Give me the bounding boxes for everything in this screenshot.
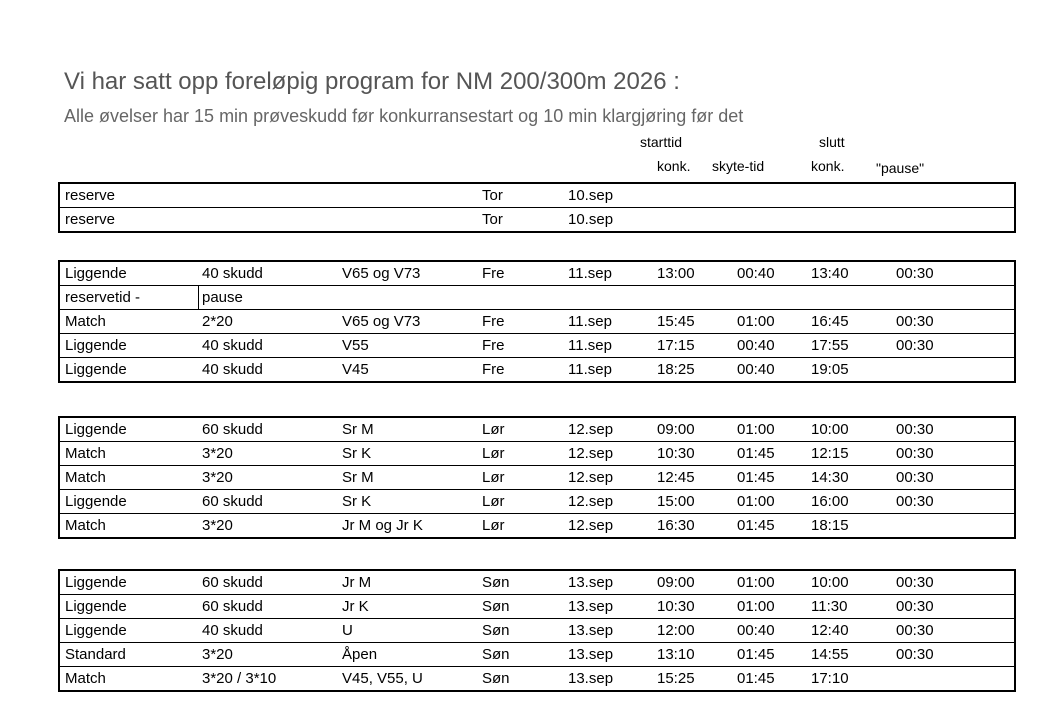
cell-shots: 3*20: [202, 517, 233, 534]
cell-shooting-time: 00:40: [737, 265, 775, 282]
cell-end: 16:00: [811, 493, 849, 510]
header-skytetid: skyte-tid: [712, 158, 765, 174]
cell-date: 13.sep: [568, 598, 614, 615]
header-starttid: starttid: [640, 134, 683, 150]
cell-day: Lør: [482, 493, 505, 510]
cell-date: 12.sep: [568, 493, 614, 510]
cell-start: 17:15: [657, 337, 695, 354]
cell-end: 14:55: [811, 646, 849, 663]
header-konk-start: konk.: [657, 158, 691, 174]
cell-shooting-time: 01:45: [737, 469, 775, 486]
cell-class: V65 og V73: [342, 265, 421, 282]
page-subtitle: Alle øvelser har 15 min prøveskudd før konkurransestart og 10 min klargjøring før det: [64, 106, 744, 126]
cell-start: 16:30: [657, 517, 695, 534]
cell-day: Lør: [482, 421, 505, 438]
table-row: [60, 358, 1014, 381]
cell-day: Fre: [482, 337, 505, 354]
cell-date: 11.sep: [568, 313, 612, 330]
cell-day: Søn: [482, 574, 510, 591]
cell-date: 11.sep: [568, 361, 612, 378]
cell-shooting-time: 01:45: [737, 445, 775, 462]
cell-start: 12:45: [657, 469, 695, 486]
table-row: [60, 286, 1014, 310]
table-row: [60, 262, 1014, 286]
cell-pause: 00:30: [896, 313, 934, 330]
cell-day: Søn: [482, 598, 510, 615]
schedule-group: [58, 182, 1016, 233]
cell-date: 13.sep: [568, 574, 614, 591]
cell-pause: 00:30: [896, 445, 934, 462]
cell-shots: 3*20: [202, 469, 233, 486]
cell-shooting-time: 01:45: [737, 670, 775, 687]
cell-shots: pause: [202, 289, 243, 306]
cell-shots: 60 skudd: [202, 598, 263, 615]
cell-end: 10:00: [811, 574, 849, 591]
table-row: [60, 595, 1014, 619]
cell-class: Jr M: [342, 574, 372, 591]
cell-divider: [198, 286, 199, 310]
table-row: [60, 667, 1014, 690]
cell-date: 10.sep: [568, 211, 614, 228]
cell-day: Lør: [482, 517, 505, 534]
cell-discipline: Liggende: [65, 361, 127, 378]
cell-day: Tor: [482, 187, 503, 204]
schedule-group: [58, 569, 1016, 692]
cell-date: 10.sep: [568, 187, 614, 204]
cell-start: 09:00: [657, 574, 695, 591]
cell-start: 18:25: [657, 361, 695, 378]
cell-class: Åpen: [342, 646, 378, 663]
cell-class: Sr K: [342, 493, 372, 510]
cell-start: 13:10: [657, 646, 695, 663]
cell-discipline: reserve: [65, 211, 116, 228]
cell-pause: 00:30: [896, 646, 934, 663]
cell-day: Fre: [482, 313, 505, 330]
cell-start: 10:30: [657, 445, 695, 462]
cell-date: 12.sep: [568, 517, 614, 534]
cell-discipline: Liggende: [65, 337, 127, 354]
cell-end: 13:40: [811, 265, 849, 282]
cell-date: 13.sep: [568, 646, 614, 663]
table-row: [60, 619, 1014, 643]
cell-day: Søn: [482, 622, 510, 639]
cell-end: 17:10: [811, 670, 849, 687]
table-row: [60, 310, 1014, 334]
cell-class: Jr K: [342, 598, 369, 615]
cell-pause: 00:30: [896, 337, 934, 354]
cell-shooting-time: 01:00: [737, 493, 775, 510]
cell-start: 09:00: [657, 421, 695, 438]
cell-start: 15:45: [657, 313, 695, 330]
cell-pause: 00:30: [896, 421, 934, 438]
cell-start: 12:00: [657, 622, 695, 639]
cell-shots: 3*20 / 3*10: [202, 670, 277, 687]
cell-shots: 60 skudd: [202, 421, 263, 438]
cell-date: 12.sep: [568, 445, 614, 462]
cell-end: 18:15: [811, 517, 849, 534]
cell-class: Sr M: [342, 421, 374, 438]
cell-date: 12.sep: [568, 469, 614, 486]
cell-pause: 00:30: [896, 622, 934, 639]
cell-day: Søn: [482, 670, 510, 687]
cell-shots: 3*20: [202, 646, 233, 663]
cell-end: 19:05: [811, 361, 849, 378]
cell-day: Søn: [482, 646, 510, 663]
table-row: [60, 571, 1014, 595]
cell-pause: 00:30: [896, 493, 934, 510]
table-row: [60, 643, 1014, 667]
cell-discipline: Liggende: [65, 421, 127, 438]
cell-discipline: Match: [65, 670, 106, 687]
cell-shooting-time: 01:45: [737, 646, 775, 663]
cell-date: 11.sep: [568, 337, 612, 354]
cell-shooting-time: 01:00: [737, 598, 775, 615]
cell-shots: 40 skudd: [202, 265, 263, 282]
cell-discipline: Match: [65, 469, 106, 486]
cell-discipline: reserve: [65, 187, 116, 204]
cell-pause: 00:30: [896, 598, 934, 615]
cell-date: 13.sep: [568, 670, 614, 687]
cell-discipline: Liggende: [65, 598, 127, 615]
header-konk-end: konk.: [811, 158, 845, 174]
cell-day: Fre: [482, 361, 505, 378]
cell-shooting-time: 00:40: [737, 622, 775, 639]
cell-discipline: reservetid -: [65, 289, 141, 306]
cell-start: 13:00: [657, 265, 695, 282]
table-row: [60, 184, 1014, 208]
cell-discipline: Standard: [65, 646, 126, 663]
cell-date: 11.sep: [568, 265, 612, 282]
cell-shots: 40 skudd: [202, 361, 263, 378]
cell-class: V45, V55, U: [342, 670, 423, 687]
cell-end: 11:30: [811, 598, 848, 615]
cell-discipline: Liggende: [65, 622, 127, 639]
table-row: [60, 208, 1014, 231]
cell-day: Lør: [482, 445, 505, 462]
cell-class: V45: [342, 361, 369, 378]
cell-end: 12:40: [811, 622, 849, 639]
cell-discipline: Liggende: [65, 574, 127, 591]
cell-shooting-time: 00:40: [737, 361, 775, 378]
cell-end: 16:45: [811, 313, 849, 330]
page-title: Vi har satt opp foreløpig program for NM 200/300m 2026 :: [64, 68, 680, 95]
header-slutt: slutt: [819, 134, 845, 150]
cell-pause: 00:30: [896, 469, 934, 486]
cell-pause: 00:30: [896, 265, 934, 282]
cell-end: 10:00: [811, 421, 849, 438]
cell-start: 15:25: [657, 670, 695, 687]
cell-day: Fre: [482, 265, 505, 282]
cell-discipline: Match: [65, 313, 106, 330]
cell-end: 12:15: [811, 445, 849, 462]
cell-shooting-time: 01:45: [737, 517, 775, 534]
cell-class: Sr M: [342, 469, 374, 486]
cell-class: V55: [342, 337, 369, 354]
cell-shots: 3*20: [202, 445, 233, 462]
cell-shooting-time: 01:00: [737, 421, 775, 438]
schedule-group: [58, 260, 1016, 383]
cell-shots: 40 skudd: [202, 622, 263, 639]
cell-end: 14:30: [811, 469, 849, 486]
cell-class: V65 og V73: [342, 313, 421, 330]
cell-discipline: Liggende: [65, 493, 127, 510]
table-row: [60, 490, 1014, 514]
cell-start: 10:30: [657, 598, 695, 615]
cell-shots: 60 skudd: [202, 493, 263, 510]
cell-class: Jr M og Jr K: [342, 517, 423, 534]
cell-shots: 60 skudd: [202, 574, 263, 591]
table-row: [60, 334, 1014, 358]
cell-discipline: Match: [65, 445, 106, 462]
cell-shots: 40 skudd: [202, 337, 263, 354]
cell-shooting-time: 01:00: [737, 313, 775, 330]
cell-date: 12.sep: [568, 421, 614, 438]
cell-start: 15:00: [657, 493, 695, 510]
cell-discipline: Match: [65, 517, 106, 534]
cell-end: 17:55: [811, 337, 849, 354]
table-row: [60, 418, 1014, 442]
schedule-group: [58, 416, 1016, 539]
table-row: [60, 514, 1014, 537]
cell-date: 13.sep: [568, 622, 614, 639]
cell-shots: 2*20: [202, 313, 233, 330]
cell-day: Lør: [482, 469, 505, 486]
header-pause: "pause": [876, 160, 925, 176]
table-row: [60, 466, 1014, 490]
cell-shooting-time: 00:40: [737, 337, 775, 354]
cell-class: Sr K: [342, 445, 372, 462]
cell-discipline: Liggende: [65, 265, 127, 282]
cell-pause: 00:30: [896, 574, 934, 591]
cell-class: U: [342, 622, 353, 639]
table-row: [60, 442, 1014, 466]
cell-shooting-time: 01:00: [737, 574, 775, 591]
cell-day: Tor: [482, 211, 503, 228]
